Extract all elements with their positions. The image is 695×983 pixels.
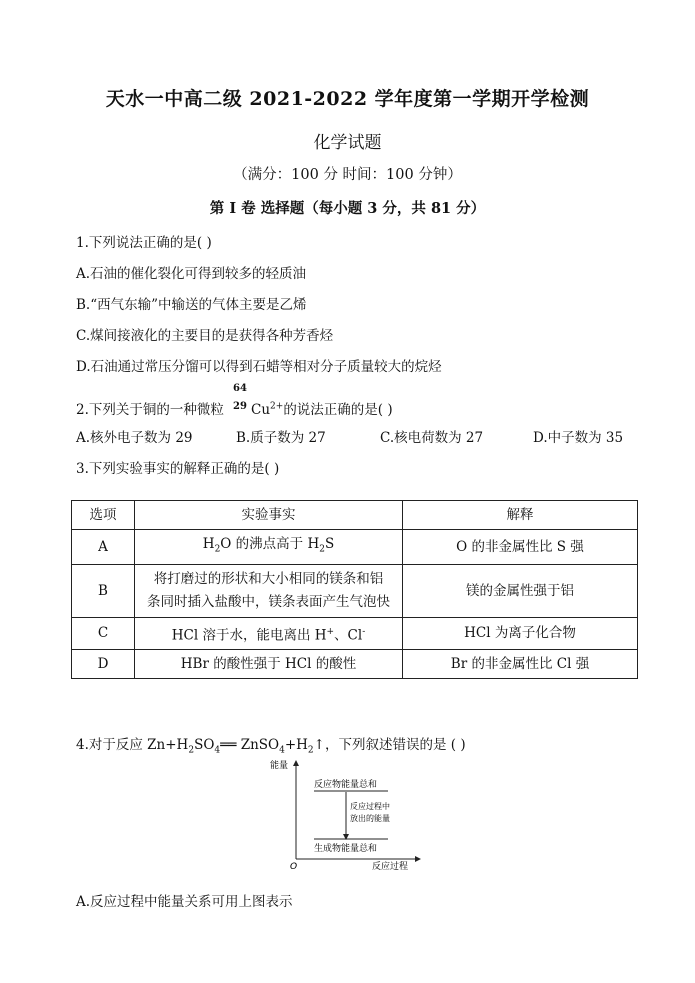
energy-diagram: [268, 755, 428, 875]
isotope-atomic-number: 29: [233, 401, 247, 412]
table-row: [72, 617, 638, 650]
origin-label: O: [290, 862, 298, 872]
exam-subtitle: 化学试题: [313, 133, 382, 153]
isotope-mass-number: 64: [233, 383, 247, 394]
q2-option-a: A.核外电子数为 29: [76, 430, 193, 446]
section-label: 第 I 卷 选择题（每小题 3 分，共 81 分）: [209, 200, 486, 217]
q3-table: [71, 500, 638, 679]
q1-option-b: B.“西气东输”中输送的气体主要是乙烯: [76, 297, 307, 313]
released-label-line1: 反应过程中: [350, 802, 390, 811]
q2-option-d: D.中子数为 35: [533, 430, 624, 446]
q4-option-a: A.反应过程中能量关系可用上图表示: [76, 894, 293, 910]
q2-stem-pre: 2.下列关于铜的一种微粒: [76, 402, 224, 418]
row-fact: HCl 溶于水，能电离出 H+、Cl-: [135, 617, 403, 650]
ion-symbol: Cu: [251, 402, 271, 418]
row-fact: 将打磨过的形状和大小相同的镁条和铝 条同时插入盐酸中，镁条表面产生气泡快: [135, 564, 403, 617]
q4-stem: 4.对于反应 $Zn+H_2SO_4══$ $ZnSO_4+H_2↑$，下列叙述错误的是 ( ): [76, 737, 466, 756]
q1-option-a: A.石油的催化裂化可得到较多的轻质油: [76, 266, 307, 282]
table-row: [72, 650, 638, 679]
row-fact: $H_2O$ 的沸点高于 $H_2S$: [135, 530, 403, 565]
header-explain: 解释: [403, 501, 638, 530]
exam-title: 天水一中高二级 2021-2022 学年度第一学期开学检测: [105, 88, 590, 110]
header-fact: 实验事实: [135, 501, 403, 530]
row-option: A: [72, 530, 135, 565]
row-option: B: [72, 564, 135, 617]
q2-ion: [251, 398, 393, 418]
q2-stem-post: 的说法正确的是( ): [283, 402, 393, 418]
y-axis-label: 能量: [270, 761, 289, 771]
row-fact: HBr 的酸性强于 HCl 的酸性: [135, 650, 403, 679]
row-explain: 镁的金属性强于铝: [403, 564, 638, 617]
product-label: 生成物能量总和: [314, 844, 378, 854]
score-info: （满分：100 分 时间：100 分钟）: [233, 167, 462, 183]
ion-charge: 2+: [270, 401, 284, 412]
row-explain: Br 的非金属性比 Cl 强: [403, 650, 638, 679]
table-row: [72, 530, 638, 565]
table-row: [72, 564, 638, 617]
reactant-label: 反应物能量总和: [314, 780, 378, 790]
q2-isotope-symbol: [233, 383, 253, 417]
table-header-row: [72, 501, 638, 530]
q1-stem: 1.下列说法正确的是( ): [76, 235, 212, 251]
row-option: C: [72, 617, 135, 650]
header-option: 选项: [72, 501, 135, 530]
row-option: D: [72, 650, 135, 679]
q2-option-c: C.核电荷数为 27: [380, 430, 484, 446]
row-explain: HCl 为离子化合物: [403, 617, 638, 650]
q3-stem: 3.下列实验事实的解释正确的是( ): [76, 461, 280, 477]
x-axis-label: 反应过程: [372, 862, 409, 872]
released-label-line2: 放出的能量: [350, 814, 390, 823]
q1-option-d: D.石油通过常压分馏可以得到石蜡等相对分子质量较大的烷烃: [76, 359, 442, 375]
row-explain: O 的非金属性比 S 强: [403, 530, 638, 565]
q2-option-b: B.质子数为 27: [236, 430, 326, 446]
q1-option-c: C.煤间接液化的主要目的是获得各种芳香烃: [76, 328, 334, 344]
